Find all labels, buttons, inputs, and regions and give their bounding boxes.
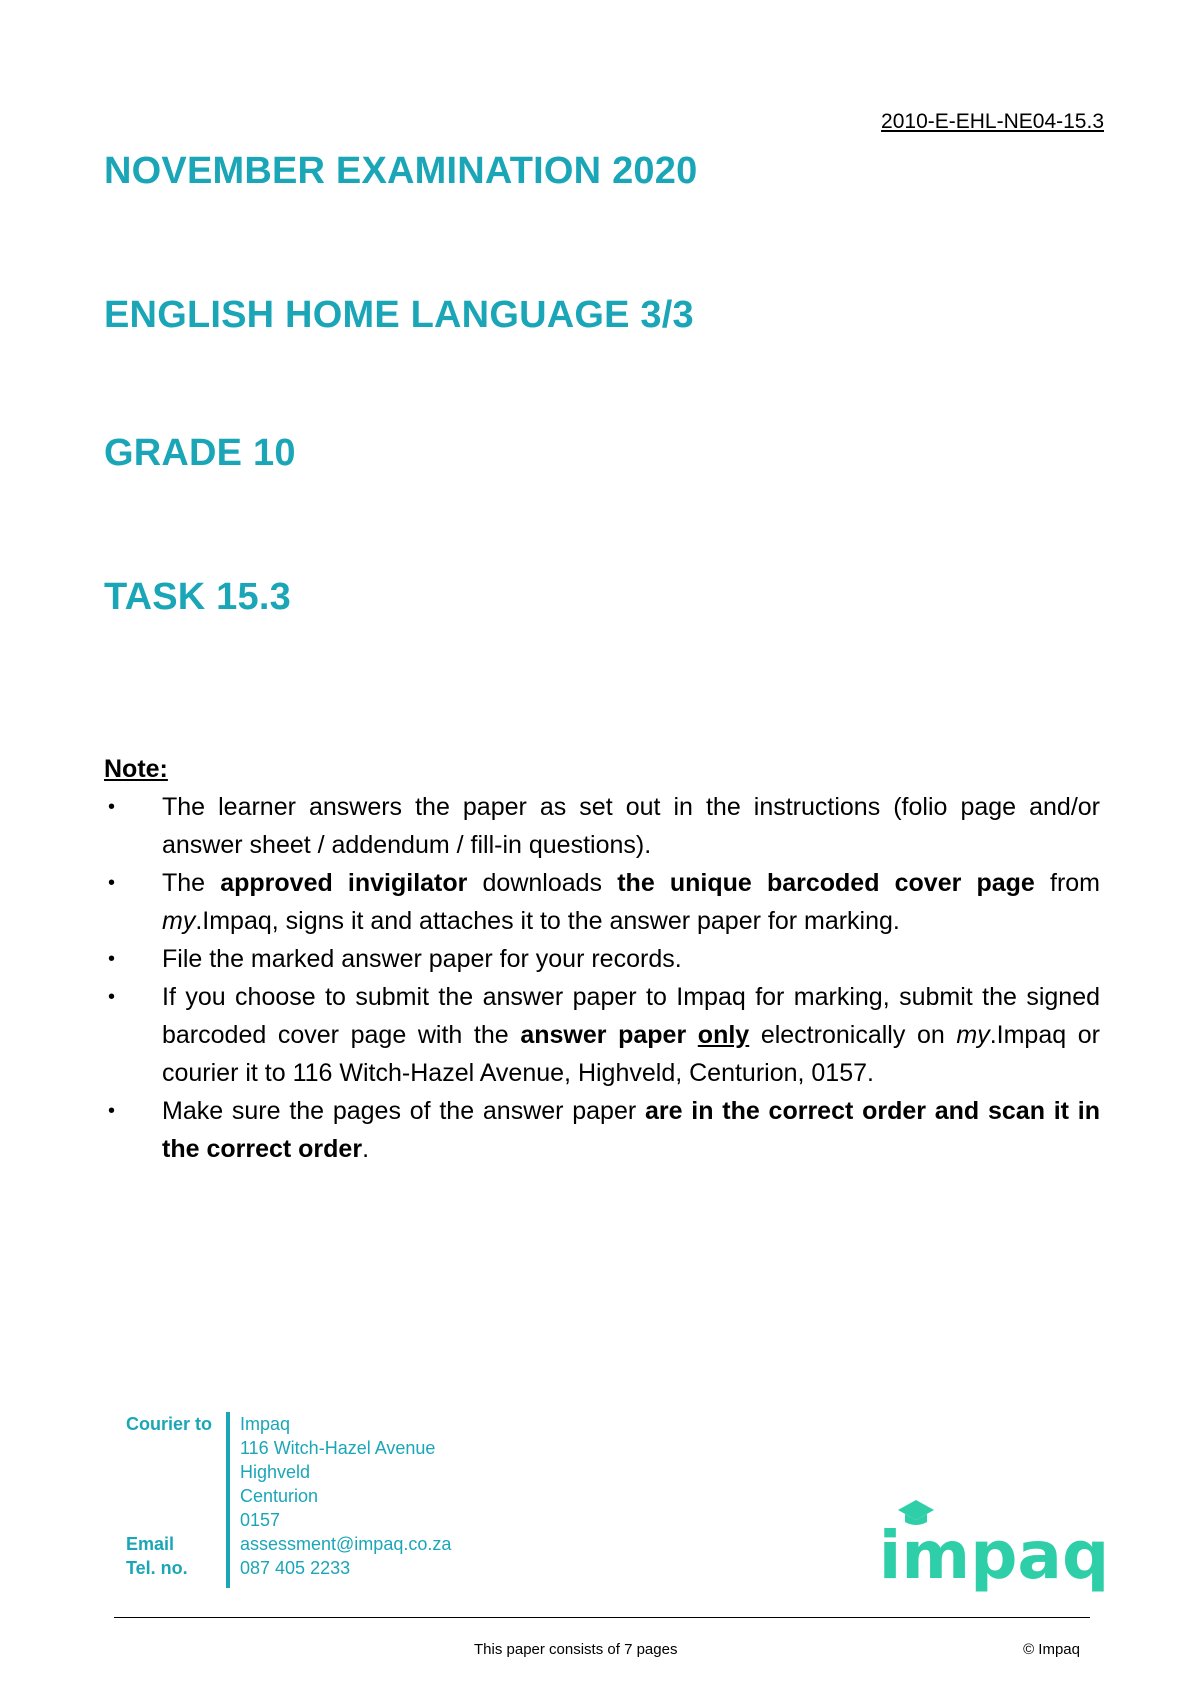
- note-item-4: • If you choose to submit the answer paper to Impaq for marking, submit the signed barcoded cover page with the answer paper only electronically on my.Impaq or courier it to 116 Witch-Hazel Avenue, Highveld, Centurion, 0157.: [104, 978, 1100, 1092]
- contact-divider: [226, 1412, 230, 1588]
- page-count-text: This paper consists of 7 pages: [474, 1641, 678, 1658]
- contact-labels: [126, 1412, 222, 1580]
- bullet-icon: •: [108, 796, 116, 818]
- task-heading: TASK 15.3: [104, 576, 291, 618]
- copyright-text: © Impaq: [1023, 1641, 1080, 1658]
- bullet-icon: •: [108, 872, 116, 894]
- address-line: 0157: [240, 1510, 281, 1530]
- email-label: Email: [126, 1534, 175, 1554]
- address-line: Impaq: [240, 1414, 291, 1434]
- note-item-5: • Make sure the pages of the answer paper are in the correct order and scan it in the correct order.: [104, 1092, 1100, 1168]
- grade-heading: GRADE 10: [104, 432, 296, 474]
- address-line: Highveld: [240, 1462, 311, 1482]
- document-code: 2010-E-EHL-NE04-15.3: [881, 110, 1104, 133]
- note-title: Note:: [104, 755, 168, 783]
- note-item-1: • The learner answers the paper as set out in the instructions (folio page and/or answer sheet / addendum / fill-in questions).: [104, 788, 1100, 864]
- bullet-icon: •: [108, 986, 116, 1008]
- logo-text: impaq: [878, 1517, 1110, 1594]
- tel-label: Tel. no.: [126, 1558, 188, 1578]
- footer-rule: [114, 1617, 1090, 1618]
- note-item-2: • The approved invigilator downloads the unique barcoded cover page from my.Impaq, signs it and attaches it to the answer paper for marking.: [104, 864, 1100, 940]
- note-list: [104, 788, 1100, 1168]
- courier-label: Courier to: [126, 1414, 213, 1434]
- address-line: Centurion: [240, 1486, 319, 1506]
- bullet-icon: •: [108, 948, 116, 970]
- contact-values: [240, 1412, 540, 1580]
- note-section: [104, 750, 1100, 1168]
- subject-heading: ENGLISH HOME LANGUAGE 3/3: [104, 294, 694, 336]
- tel-value: 087 405 2233: [240, 1558, 351, 1578]
- email-link[interactable]: assessment@impaq.co.za: [240, 1534, 452, 1554]
- impaq-logo: [878, 1496, 1110, 1596]
- bullet-icon: •: [108, 1100, 116, 1122]
- address-line: 116 Witch-Hazel Avenue: [240, 1438, 436, 1458]
- note-item-3: • File the marked answer paper for your records.: [104, 940, 1100, 978]
- exam-heading: NOVEMBER EXAMINATION 2020: [104, 150, 698, 192]
